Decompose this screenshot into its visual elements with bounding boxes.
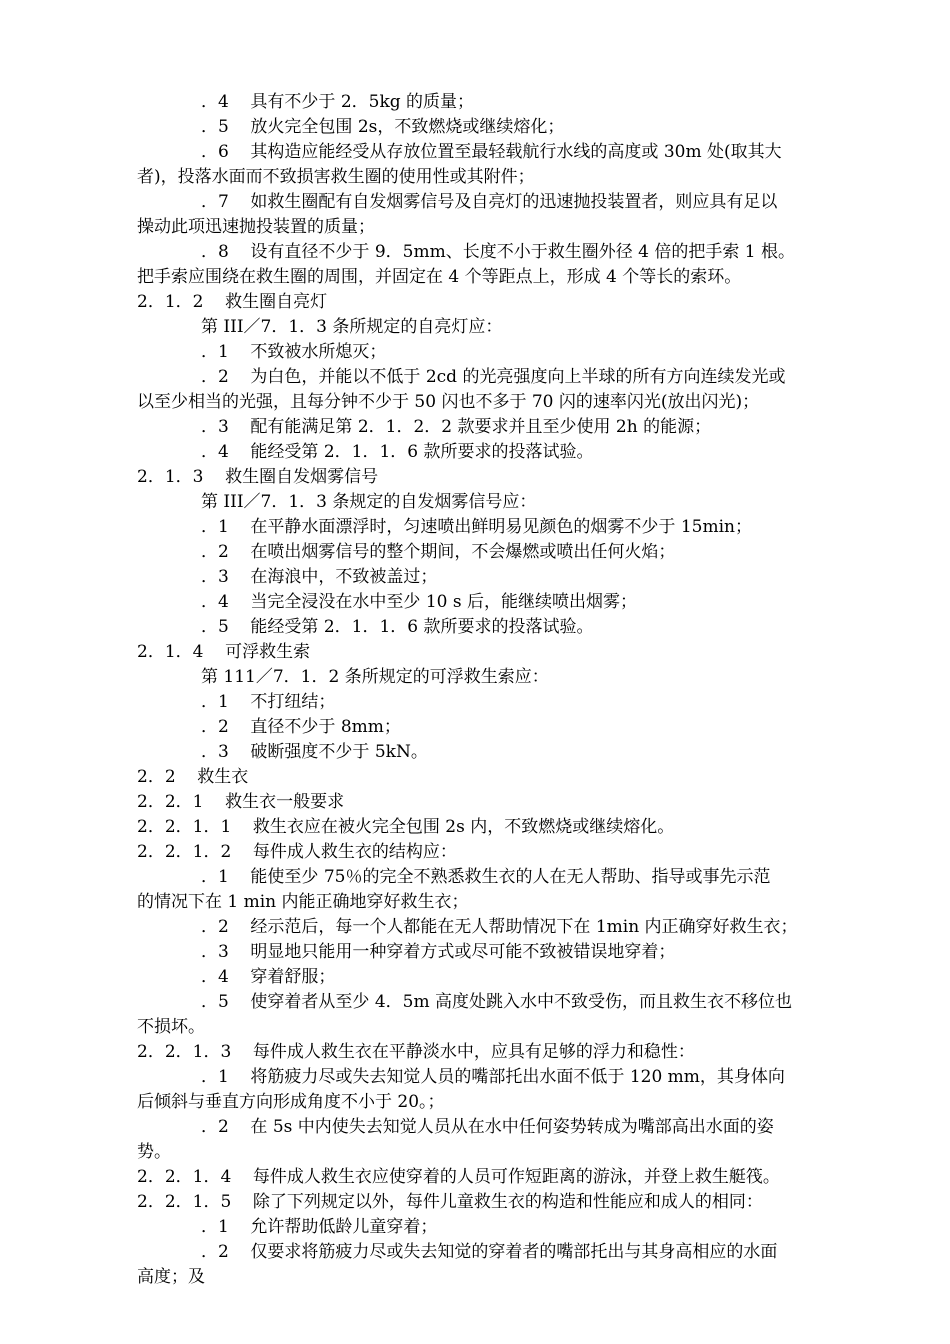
text-line: ．1 不打纽结；: [201, 692, 336, 712]
text-line: ．2 仅要求将筋疲力尽或失去知觉的穿着者的嘴部托出与其身高相应的水面: [201, 1242, 778, 1262]
text-line: ．2 经示范后，每一个人都能在无人帮助情况下在 1min 内正确穿好救生衣；: [201, 917, 798, 937]
text-line: 把手索应围绕在救生圈的周围，并固定在 4 个等距点上，形成 4 个等长的索环。: [137, 267, 742, 287]
text-line: 势。: [137, 1142, 171, 1162]
text-line: ．7 如救生圈配有自发烟雾信号及自亮灯的迅速抛投装置者，则应具有足以: [201, 192, 778, 212]
text-line: ．8 设有直径不少于 9．5mm、长度不小于救生圈外径 4 倍的把手索 1 根。: [201, 242, 795, 262]
text-line: 第 III／7．1．3 条所规定的自亮灯应：: [201, 317, 503, 337]
text-line: ．2 在 5s 中内使失去知觉人员从在水中任何姿势转成为嘴部高出水面的姿: [201, 1117, 774, 1137]
text-line: 2．2．1．4 每件成人救生衣应使穿着的人员可作短距离的游泳，并登上救生艇筏。: [137, 1167, 780, 1187]
text-line: 操动此项迅速抛投装置的质量；: [137, 217, 375, 237]
text-line: ．3 破断强度不少于 5kN。: [201, 742, 428, 762]
text-line: 2．2．1．5 除了下列规定以外，每件儿童救生衣的构造和性能应和成人的相同：: [137, 1192, 763, 1212]
text-line: 不损坏。: [137, 1017, 205, 1037]
text-line: ．6 其构造应能经受从存放位置至最轻载航行水线的高度或 30m 处(取其大: [201, 142, 782, 162]
text-line: ．5 使穿着者从至少 4．5m 高度处跳入水中不致受伤，而且救生衣不移位也: [201, 992, 792, 1012]
text-line: ．2 直径不少于 8mm；: [201, 717, 401, 737]
text-line: ．1 能使至少 75％的完全不熟悉救生衣的人在无人帮助、指导或事先示范: [201, 867, 771, 887]
text-line: 2．2．1．2 每件成人救生衣的结构应：: [137, 842, 457, 862]
text-line: 后倾斜与垂直方向形成角度不小于 20。；: [137, 1092, 445, 1112]
text-line: 的情况下在 1 min 内能正确地穿好救生衣；: [137, 892, 469, 912]
text-line: 第 III／7．1．3 条规定的自发烟雾信号应：: [201, 492, 537, 512]
text-line: ．1 不致被水所熄灭；: [201, 342, 387, 362]
text-line: ．1 将筋疲力尽或失去知觉人员的嘴部托出水面不低于 120 mm，其身体向: [201, 1067, 785, 1087]
text-line: ．2 为白色，并能以不低于 2cd 的光亮强度向上半球的所有方向连续发光或: [201, 367, 786, 387]
section-heading: 2．1．2 救生圈自亮灯: [137, 292, 328, 312]
text-line: ．3 在海浪中，不致被盖过；: [201, 567, 438, 587]
text-line: ．4 穿着舒服；: [201, 967, 336, 987]
section-heading: 2．2 救生衣: [137, 767, 249, 787]
text-line: ．4 具有不少于 2．5kg 的质量；: [201, 92, 475, 112]
text-line: ．3 明显地只能用一种穿着方式或尽可能不致被错误地穿着；: [201, 942, 676, 962]
text-line: ．1 允许帮助低龄儿童穿着；: [201, 1217, 438, 1237]
section-heading: 2．1．4 可浮救生索: [137, 642, 311, 662]
text-line: 以至少相当的光强，且每分钟不少于 50 闪也不多于 70 闪的速率闪光(放出闪光)；: [137, 392, 760, 412]
text-line: ．5 能经受第 2．1．1．6 款所要求的投落试验。: [201, 617, 594, 637]
section-heading: 2．2．1 救生衣一般要求: [137, 792, 345, 812]
text-line: 2．2．1．3 每件成人救生衣在平静淡水中，应具有足够的浮力和稳性：: [137, 1042, 695, 1062]
text-line: ．4 当完全浸没在水中至少 10 s 后，能继续喷出烟雾；: [201, 592, 637, 612]
text-line: ．2 在喷出烟雾信号的整个期间，不会爆燃或喷出任何火焰；: [201, 542, 676, 562]
text-line: 2．2．1．1 救生衣应在被火完全包围 2s 内，不致燃烧或继续熔化。: [137, 817, 675, 837]
text-line: 者)，投落水面而不致损害救生圈的使用性或其附件；: [137, 167, 535, 187]
text-line: ．5 放火完全包围 2s，不致燃烧或继续熔化；: [201, 117, 565, 137]
text-line: ．1 在平静水面漂浮时，匀速喷出鲜明易见颜色的烟雾不少于 15min；: [201, 517, 752, 537]
text-line: ．3 配有能满足第 2．1．2．2 款要求并且至少使用 2h 的能源；: [201, 417, 712, 437]
text-line: 高度；及: [137, 1267, 205, 1287]
text-line: 第 111／7．1．2 条所规定的可浮救生索应：: [201, 667, 549, 687]
section-heading: 2．1．3 救生圈自发烟雾信号: [137, 467, 379, 487]
text-line: ．4 能经受第 2．1．1．6 款所要求的投落试验。: [201, 442, 594, 462]
